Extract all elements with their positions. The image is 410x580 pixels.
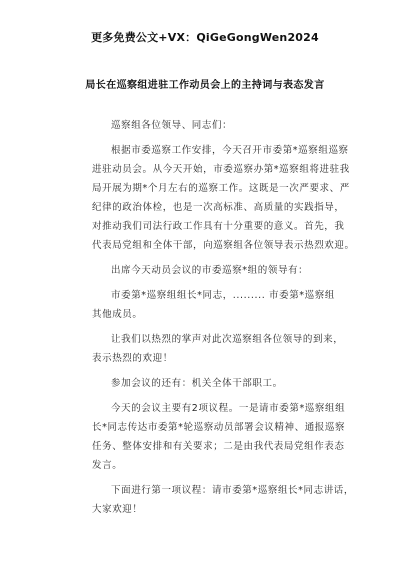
paragraph-participants (92, 374, 322, 393)
text-line: 让我们以热烈的掌声对此次巡察组各位领导的到来， (111, 334, 344, 345)
text-line: 任务、整体安排和有关要求；二是由我代表局党组作表态 (92, 441, 345, 452)
paragraph-intro (92, 141, 355, 255)
text-line: 局开展为期*个月左右的巡察工作。这既是一次严要求、严 (92, 183, 350, 194)
paragraph-attendees (92, 286, 335, 324)
text-line: 进驻动员会。从今天开始，市委巡察办第*巡察组将进驻我 (92, 164, 350, 175)
text-line: 长*同志传达市委第*轮巡察动员部署会议精神、通报巡察 (92, 422, 346, 433)
text-line: 表示热烈的欢迎！ (92, 353, 173, 364)
text-line: 根据市委巡察工作安排，今天召开市委第*巡察组巡察 (111, 145, 349, 156)
document-title: 局长在巡察组进驻工作动员会上的主持词与表态发言 (85, 80, 325, 91)
paragraph-welcome (92, 330, 344, 368)
document-body (92, 116, 355, 525)
text-line: 下面进行第一项议程：请市委第*巡察组长*同志讲话， (111, 485, 355, 496)
text-line: 大家欢迎！ (92, 504, 143, 515)
text-line: 出席今天动员会议的市委巡察*组的领导有： (111, 265, 309, 276)
text-line: 参加会议的还有：机关全体干部职工。 (111, 378, 283, 389)
page-header: 更多免费公文+VX：QiGeGongWen2024 (91, 31, 319, 44)
text-line: 对推动我们司法行政工作具有十分重要的意义。首先，我 (92, 221, 345, 232)
text-line: 纪律的政治体检，也是一次高标准、高质量的实践指导， (92, 202, 345, 213)
paragraph-first-item (92, 481, 355, 519)
text-line: 市委第*巡察组组长*同志，......... 市委第*巡察组 (111, 290, 335, 301)
paragraph-salutation (92, 116, 322, 135)
paragraph-agenda (92, 399, 346, 475)
paragraph-attendees-intro (92, 261, 322, 280)
text-line: 代表局党组和全体干部，向巡察组各位领导表示热烈欢迎。 (92, 240, 355, 251)
text-line: 巡察组各位领导、同志们： (111, 120, 233, 131)
text-line: 其他成员。 (92, 309, 143, 320)
text-line: 发言。 (92, 460, 123, 471)
text-line: 今天的会议主要有2项议程。一是请市委第*巡察组组 (111, 403, 346, 414)
